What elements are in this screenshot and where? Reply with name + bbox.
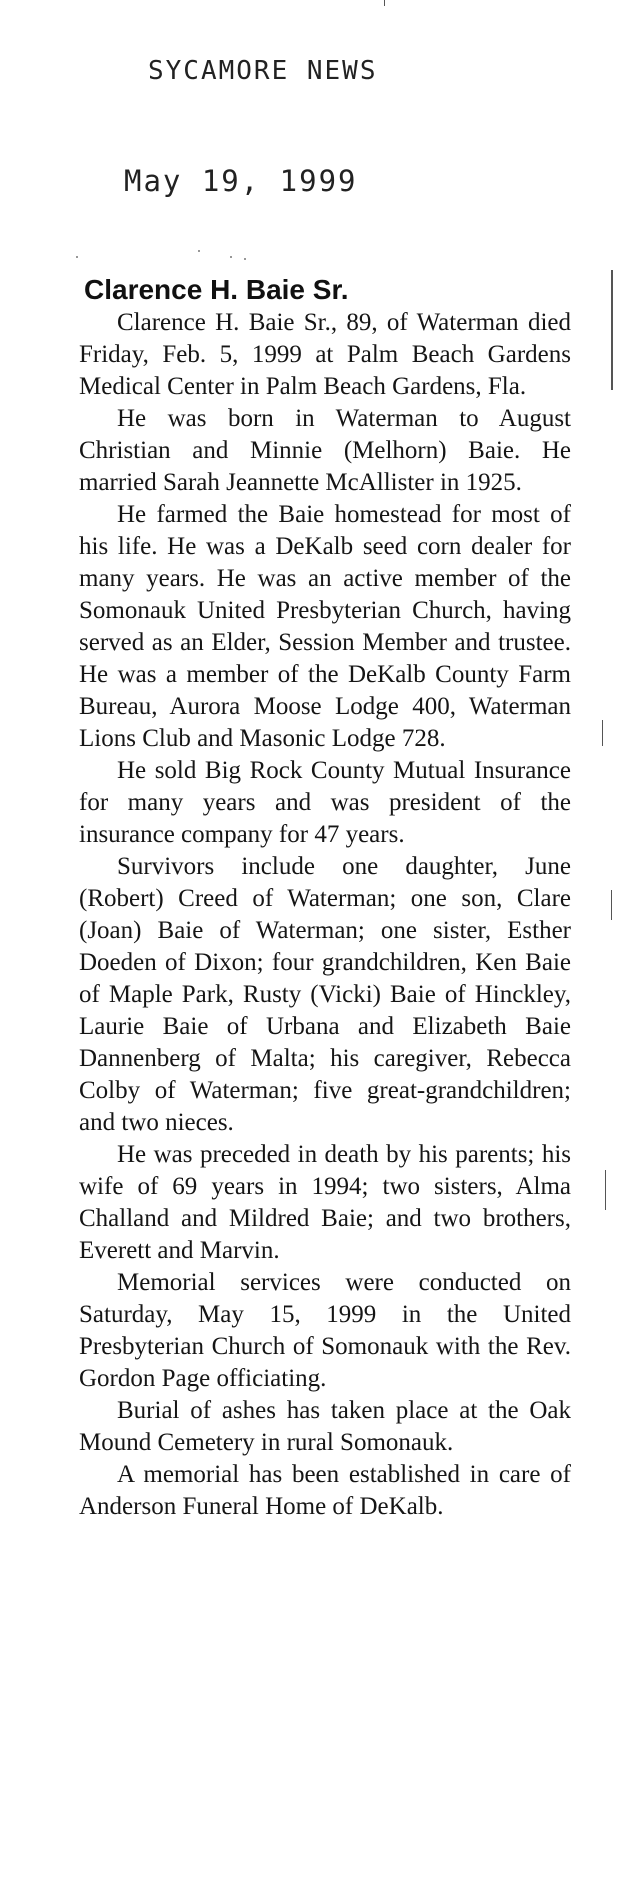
- obituary-body: [79, 307, 571, 1523]
- scan-edge-mark: [384, 0, 385, 6]
- scan-edge-mark: [605, 1170, 606, 1210]
- paragraph: Burial of ashes has taken place at the Oak Mound Cemetery in rural Somonauk.: [79, 1397, 571, 1456]
- paragraph: He sold Big Rock County Mutual Insurance for many years and was president of the insurance company for 47 years.: [79, 757, 571, 848]
- obituary-headline: Clarence H. Baie Sr.: [84, 274, 349, 305]
- scan-edge-mark: [611, 890, 612, 920]
- scan-speck: [244, 258, 246, 260]
- scan-speck: [198, 250, 200, 252]
- paragraph: Survivors include one daughter, June (Robert) Creed of Waterman; one son, Clare (Joan) Baie of Waterman; one sister, Esther Doeden of Dixon; four grandchildren, Ken Baie of Maple Park, Rusty (Vicki) Baie of Hinckley, Laurie Baie of Urbana and Elizabeth Baie Dannenberg of Malta; his caregiver, Rebecca Colby of Waterman; five great-grandchildren; and two nieces.: [79, 853, 571, 1136]
- masthead: SYCAMORE NEWS: [148, 56, 378, 86]
- paragraph: He was preceded in death by his parents; his wife of 69 years in 1994; two sisters, Alma Challand and Mildred Baie; and two brothers, Everett and Marvin.: [79, 1141, 571, 1264]
- scan-speck: [76, 256, 78, 258]
- paragraph: He was born in Waterman to August Christian and Minnie (Melhorn) Baie. He married Sarah Jeannette McAllister in 1925.: [79, 405, 571, 496]
- paragraph: A memorial has been established in care of Anderson Funeral Home of DeKalb.: [79, 1461, 571, 1520]
- scan-edge-mark: [611, 270, 613, 390]
- scan-speck: [230, 256, 232, 258]
- paragraph: He farmed the Baie homestead for most of his life. He was a DeKalb seed corn dealer for many years. He was an active member of the Somonauk United Presbyterian Church, having served as an Elder, Session Member and trustee. He was a member of the DeKalb County Farm Bureau, Aurora Moose Lodge 400, Waterman Lions Club and Masonic Lodge 728.: [79, 501, 571, 752]
- scan-edge-mark: [602, 720, 603, 746]
- paragraph: Memorial services were conducted on Saturday, May 15, 1999 in the United Presbyterian Church of Somonauk with the Rev. Gordon Page officiating.: [79, 1269, 571, 1392]
- paragraph: Clarence H. Baie Sr., 89, of Waterman died Friday, Feb. 5, 1999 at Palm Beach Gardens Medical Center in Palm Beach Gardens, Fla.: [79, 309, 571, 400]
- publication-date: May 19, 1999: [124, 164, 358, 198]
